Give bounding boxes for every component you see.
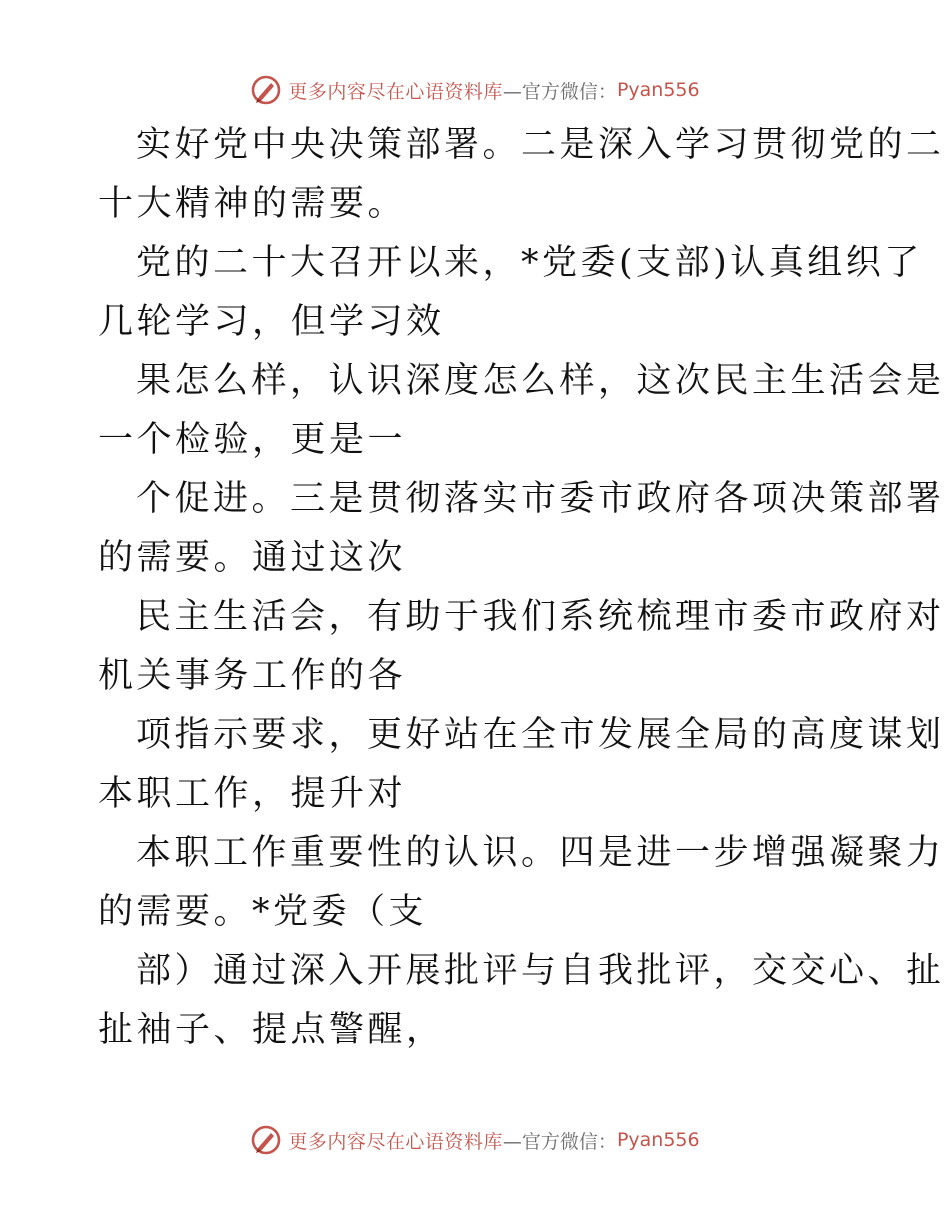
body-line: 部）通过深入开展批评与自我批评，交交心、扯 [136,951,945,991]
pen-logo-icon [250,1124,282,1156]
watermark-id-text: Pyan556 [616,79,700,101]
body-line: 机关事务工作的各 [98,656,407,696]
body-line: 几轮学习，但学习效 [98,302,445,342]
footer-watermark [0,1120,950,1160]
body-line: 一个检验，更是一 [98,420,407,460]
watermark-sep-text: —官方微信： [502,1130,617,1153]
header-watermark [0,70,950,110]
body-line: 党的二十大召开以来，*党委(支部)认真组织了 [136,243,923,283]
pen-logo-icon [250,74,282,106]
body-line: 的需要。*党委（支 [98,892,428,932]
watermark-main-text: 更多内容尽在心语资料库 [288,1130,503,1153]
body-line: 本职工作重要性的认识。四是进一步增强凝聚力 [136,833,945,873]
body-line: 实好党中央决策部署。二是深入学习贯彻党的二 [136,125,945,165]
document-body [98,116,945,1060]
watermark-main-text: 更多内容尽在心语资料库 [288,80,503,103]
body-line: 的需要。通过这次 [98,538,407,578]
body-line: 民主生活会，有助于我们系统梳理市委市政府对 [136,597,945,637]
body-line: 项指示要求，更好站在全市发展全局的高度谋划 [136,715,945,755]
watermark-sep-text: —官方微信： [502,80,617,103]
body-line: 果怎么样，认识深度怎么样，这次民主生活会是 [136,361,945,401]
body-line: 扯袖子、提点警醒， [98,1010,445,1050]
body-line: 本职工作，提升对 [98,774,407,814]
watermark-id-text: Pyan556 [616,1129,700,1151]
body-line: 个促进。三是贯彻落实市委市政府各项决策部署 [136,479,945,519]
body-line: 十大精神的需要。 [98,184,407,224]
